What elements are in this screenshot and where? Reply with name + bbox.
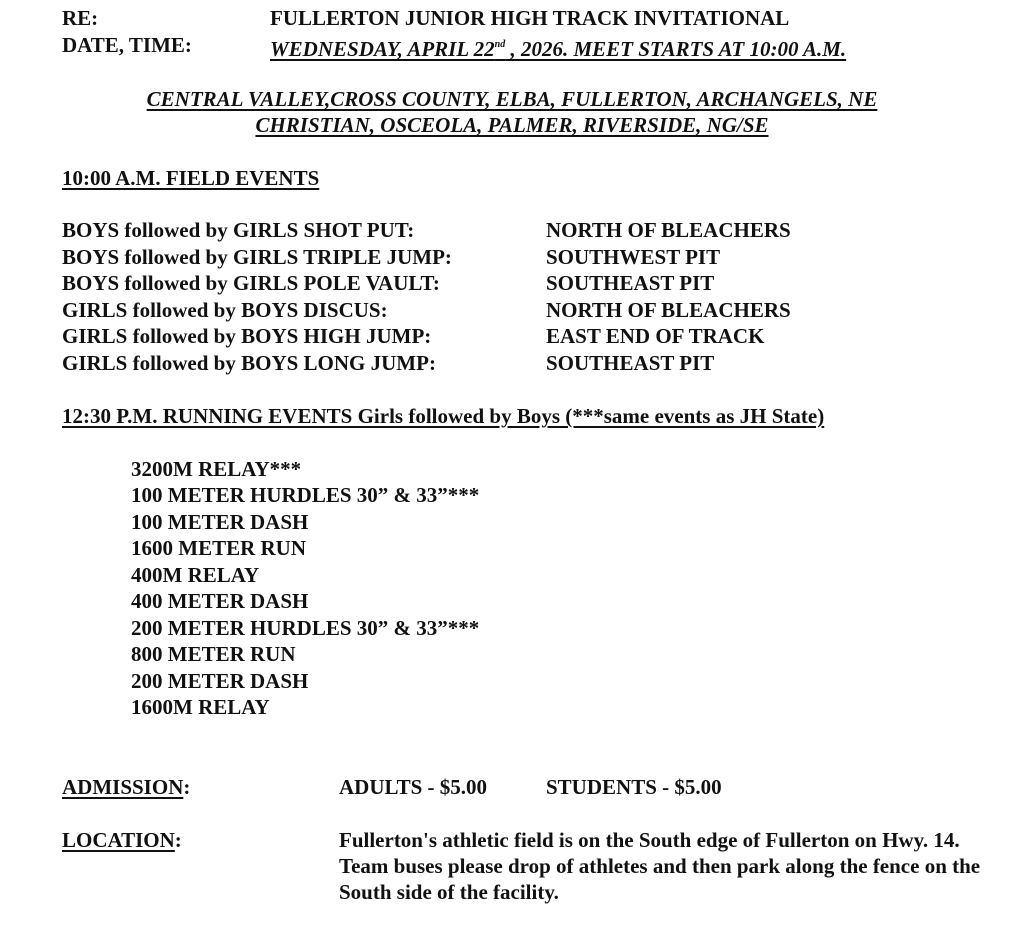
field-event-location: NORTH OF BLEACHERS	[546, 218, 791, 242]
running-event: 200 METER HURDLES 30” & 33”***	[131, 616, 480, 640]
running-event: 1600M RELAY	[131, 695, 270, 719]
field-event-name: BOYS followed by GIRLS POLE VAULT:	[62, 271, 440, 295]
field-event-location: SOUTHEAST PIT	[546, 271, 715, 295]
admission-label: ADMISSION:	[62, 775, 191, 799]
field-event-name: BOYS followed by GIRLS SHOT PUT:	[62, 218, 415, 242]
field-event-name: GIRLS followed by BOYS DISCUS:	[62, 298, 388, 322]
date-prefix: WEDNESDAY, APRIL 22	[270, 37, 495, 61]
running-event: 800 METER RUN	[131, 642, 296, 666]
meet-title: FULLERTON JUNIOR HIGH TRACK INVITATIONAL	[270, 6, 790, 30]
running-event: 400 METER DASH	[131, 589, 309, 613]
teams-line-2: CHRISTIAN, OSCEOLA, PALMER, RIVERSIDE, NG/SE	[255, 113, 769, 137]
date-time-value	[270, 32, 846, 62]
running-event: 400M RELAY	[131, 563, 260, 587]
field-event-name: BOYS followed by GIRLS TRIPLE JUMP:	[62, 245, 452, 269]
field-events-heading: 10:00 A.M. FIELD EVENTS	[62, 166, 320, 190]
admission-adults: ADULTS - $5.00	[339, 775, 488, 799]
field-event-name: GIRLS followed by BOYS LONG JUMP:	[62, 351, 436, 375]
location-label: LOCATION:	[62, 828, 182, 852]
location-text: Fullerton's athletic field is on the South edge of Fullerton on Hwy. 14. Team buses please drop of athletes and then park along the fence on the South side of the facility.	[339, 828, 981, 904]
date-suffix: , 2026. MEET STARTS AT 10:00 A.M.	[505, 37, 847, 61]
running-event: 1600 METER RUN	[131, 536, 307, 560]
field-event-location: SOUTHEAST PIT	[546, 351, 715, 375]
teams-line-1: CENTRAL VALLEY,CROSS COUNTY, ELBA, FULLERTON, ARCHANGELS, NE	[146, 87, 878, 111]
field-event-location: NORTH OF BLEACHERS	[546, 298, 791, 322]
running-event: 100 METER DASH	[131, 510, 309, 534]
admission-students: STUDENTS - $5.00	[546, 775, 722, 799]
running-event: 3200M RELAY***	[131, 457, 302, 481]
date-ordinal: nd	[494, 39, 506, 50]
running-event: 100 METER HURDLES 30” & 33”***	[131, 483, 480, 507]
field-event-name: GIRLS followed by BOYS HIGH JUMP:	[62, 324, 432, 348]
re-label: RE:	[62, 6, 99, 30]
field-event-location: EAST END OF TRACK	[546, 324, 765, 348]
date-time-label: DATE, TIME:	[62, 33, 192, 57]
running-events-heading: 12:30 P.M. RUNNING EVENTS Girls followed by Boys (***same events as JH State)	[62, 404, 825, 428]
running-event: 200 METER DASH	[131, 669, 309, 693]
field-event-location: SOUTHWEST PIT	[546, 245, 721, 269]
